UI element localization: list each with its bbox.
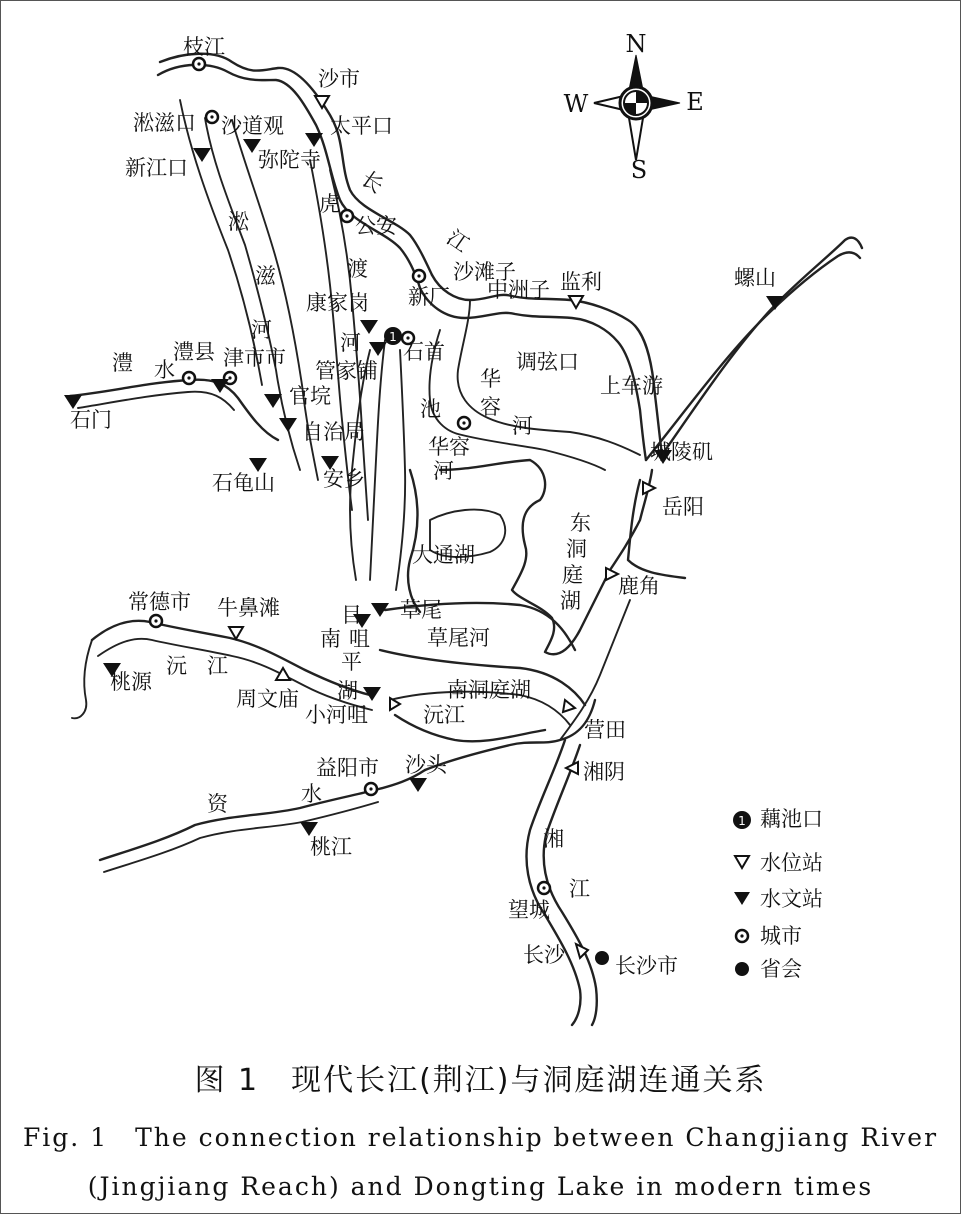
- label-yuan-3: 沅江: [423, 703, 465, 727]
- label-zi-1: 资: [207, 792, 228, 816]
- label-li-1: 澧: [112, 351, 133, 375]
- city-marker: [413, 270, 425, 282]
- label-chang-3: 江: [442, 225, 474, 257]
- label-guanjiapu: 管家铺: [315, 359, 378, 383]
- water-level-station: [315, 96, 329, 108]
- label-xinchang: 新厂: [408, 285, 450, 309]
- label-songzikou: 淞滋口: [133, 111, 196, 135]
- compass-s-label: S: [630, 156, 648, 184]
- compass-w-label: W: [563, 90, 589, 118]
- hydro-station: [300, 822, 318, 836]
- label-shadaoguan: 沙道观: [221, 114, 284, 138]
- label-dong-3: 庭: [562, 563, 583, 587]
- label-shishou: 石首: [403, 340, 445, 364]
- label-changsha: 长沙: [523, 943, 565, 967]
- legend-ouchikou: [733, 807, 823, 831]
- hydro-station: [360, 320, 378, 334]
- label-chang-2: 虎: [319, 192, 340, 216]
- hydro-station: [409, 778, 427, 792]
- legend: [733, 807, 823, 981]
- label-dong-4: 湖: [560, 589, 581, 613]
- legend-hydro-label: 水文站: [760, 887, 823, 911]
- label-shangcheyou: 上车游: [600, 374, 663, 398]
- hydro-station: [249, 458, 267, 472]
- label-yueyang: 岳阳: [662, 495, 704, 519]
- label-shimen: 石门: [70, 408, 112, 432]
- ouchi-river-east: [396, 350, 405, 590]
- label-song-3: 河: [251, 318, 272, 342]
- water-level-station: [606, 568, 618, 580]
- label-shatou: 沙头: [405, 753, 447, 777]
- label-nanju-3: 目: [341, 603, 362, 627]
- city-marker: [206, 111, 218, 123]
- label-shiguishan: 石龟山: [212, 471, 275, 495]
- label-huarong: 华容: [428, 435, 470, 459]
- label-luoshan: 螺山: [734, 266, 776, 290]
- svg-text:1: 1: [389, 330, 397, 344]
- label-yuan-1: 沅: [166, 654, 187, 678]
- label-tiaoxiankou: 调弦口: [516, 350, 579, 374]
- label-nandongtinghu: 南洞庭湖: [447, 678, 531, 702]
- label-huarong-2: 容: [480, 395, 501, 419]
- label-wangcheng: 望城: [508, 898, 550, 922]
- label-caowei: 草尾: [400, 598, 442, 622]
- yuanjiang-channel: [395, 715, 545, 741]
- label-xiang-1: 湘: [543, 827, 564, 851]
- city-marker: [341, 210, 353, 222]
- label-zhongzhouzi: 中洲子: [487, 278, 550, 302]
- label-shatanzi: 沙滩子: [453, 260, 516, 284]
- label-yingtian: 营田: [584, 718, 626, 742]
- label-dong-2: 洞: [566, 537, 587, 561]
- east-dongting-lake-west: [408, 470, 420, 612]
- place-labels: [70, 35, 776, 978]
- label-nanju-1: 南: [320, 627, 341, 651]
- city-marker: [365, 783, 377, 795]
- provincial-capital-markers: [595, 951, 609, 965]
- figure-caption-cn: 图 1 现代长江(荆江)与洞庭湖连通关系: [194, 1063, 767, 1098]
- label-chenglingji: 城陵矶: [650, 440, 713, 464]
- city-marker: [538, 882, 550, 894]
- label-anxiang: 安乡: [323, 467, 365, 491]
- label-taoyuan: 桃源: [110, 670, 152, 694]
- figure-caption-en-line1: Fig. 1 The connection relationship between Changjiang River: [22, 1123, 939, 1152]
- label-gongan: 公安: [355, 214, 397, 238]
- label-datonghu: 大通湖: [412, 543, 475, 567]
- label-lixian: 澧县: [173, 340, 215, 364]
- legend-ouchikou-label: 藕池口: [760, 807, 823, 831]
- legend-capital: [735, 957, 802, 981]
- label-hudu-2: 河: [340, 331, 361, 355]
- label-xinjiangkou: 新江口: [125, 156, 188, 180]
- label-changshashi: 长沙市: [615, 954, 678, 978]
- legend-city: [736, 924, 802, 948]
- label-li-2: 水: [154, 358, 175, 382]
- compass-e-label: E: [686, 88, 704, 116]
- label-yiyangshi: 益阳市: [316, 756, 379, 780]
- label-ouchi-2: 河: [433, 459, 454, 483]
- legend-capital-label: 省会: [760, 957, 802, 981]
- label-kangjiagang: 康家岗: [306, 291, 369, 315]
- hydro-station: [279, 418, 297, 432]
- label-muping-2: 湖: [337, 679, 358, 703]
- legend-hydro: [734, 887, 823, 911]
- compass-n-label: N: [625, 30, 647, 58]
- label-jinshishi: 津市市: [223, 346, 286, 370]
- label-guanyuan: 官垸: [289, 384, 331, 408]
- label-changdeshi: 常德市: [128, 590, 191, 614]
- yuan-river-upper: [72, 640, 92, 718]
- label-lujiao: 鹿角: [618, 574, 660, 598]
- label-xiangyin: 湘阴: [583, 760, 625, 784]
- label-shashi: 沙市: [318, 67, 360, 91]
- label-yuan-2: 江: [207, 654, 228, 678]
- capital-marker: [595, 951, 609, 965]
- compass-rose: [564, 30, 704, 184]
- label-muping-1: 平: [341, 650, 362, 674]
- label-mituosi: 弥陀寺: [258, 148, 321, 172]
- label-jianli: 监利: [560, 270, 602, 294]
- label-zizhiju: 自治局: [302, 420, 365, 444]
- label-caoweihe: 草尾河: [427, 626, 490, 650]
- city-marker: [150, 615, 162, 627]
- city-marker: [458, 417, 470, 429]
- hydro-station: [264, 394, 282, 408]
- water-level-station: [563, 700, 575, 712]
- label-song-1: 淞: [228, 210, 249, 234]
- label-zi-2: 水: [301, 782, 322, 806]
- legend-water-level: [735, 851, 823, 875]
- figure-caption-en-line2: (Jingjiang Reach) and Dongting Lake in modern times: [87, 1172, 874, 1201]
- label-dong-1: 东: [570, 511, 591, 535]
- water-level-station: [390, 698, 400, 710]
- label-niubitan: 牛鼻滩: [217, 596, 280, 620]
- label-zhouwenmiao: 周文庙: [236, 687, 299, 711]
- label-huarong-3: 河: [512, 414, 533, 438]
- label-zhijiang: 枝江: [183, 35, 225, 59]
- label-taipingkou: 太平口: [330, 114, 393, 138]
- label-xiang-2: 江: [569, 877, 590, 901]
- label-xiaoheju: 小河咀: [305, 703, 368, 727]
- label-taojiang: 桃江: [310, 835, 352, 859]
- water-level-station: [276, 668, 290, 680]
- svg-text:1: 1: [738, 814, 746, 828]
- label-hudu-1: 渡: [347, 257, 368, 281]
- label-nanju-2: 咀: [349, 627, 370, 651]
- zi-river: [100, 770, 425, 860]
- label-huarong-1: 华: [480, 367, 501, 391]
- city-marker: [193, 58, 205, 70]
- label-chang-1: 长: [356, 166, 388, 199]
- hydro-station: [305, 133, 323, 147]
- label-song-2: 滋: [255, 264, 276, 288]
- water-level-station-markers: [229, 96, 655, 958]
- label-ouchi-1: 池: [420, 397, 441, 421]
- legend-city-label: 城市: [760, 924, 802, 948]
- legend-water-level-label: 水位站: [760, 851, 823, 875]
- river-network: [70, 54, 862, 1025]
- city-marker: [183, 372, 195, 384]
